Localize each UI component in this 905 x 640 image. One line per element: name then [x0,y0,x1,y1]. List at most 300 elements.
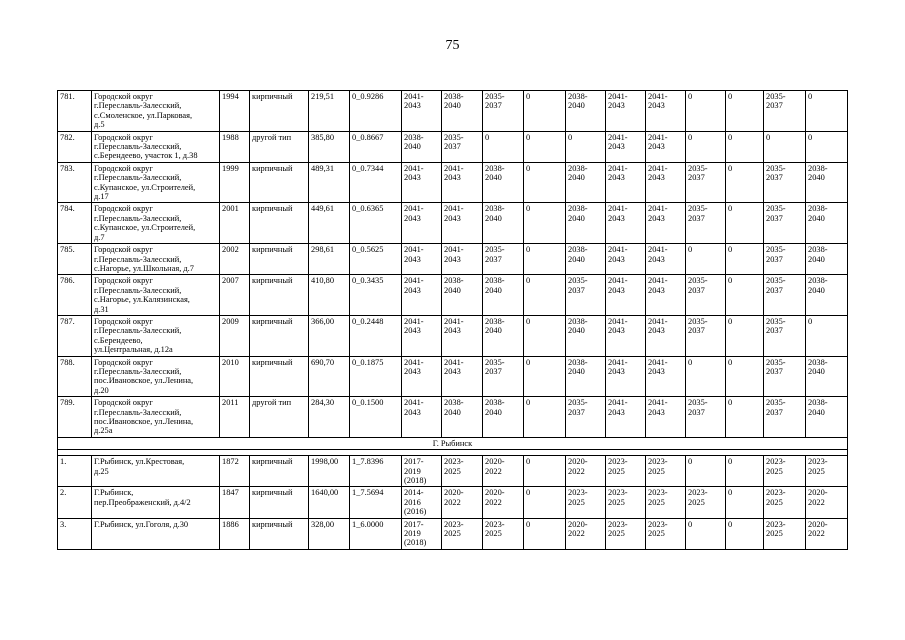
period-cell-line: 2038- [808,357,828,367]
area-cell: 298,61 [309,244,350,275]
period-cell [442,518,483,549]
period-cell-line: 2041- [648,163,668,173]
period-cell [686,518,726,549]
period-cell-line: 2041- [608,245,628,255]
address-cell-line: с.Нагорье, ул.Калязинская, [94,295,190,305]
period-cell-line: 0 [526,92,531,101]
period-cell [646,397,686,438]
period-cell-line: 0 [526,204,531,214]
period-cell-line: 0 [688,245,693,255]
period-cell-line: 2020- [568,457,588,467]
period-cell-line: 2040 [485,326,502,336]
period-cell-line: 2043 [404,254,421,264]
period-cell [764,131,806,162]
period-cell-line: 2043 [444,254,461,264]
period-cell-line: 0 [485,132,490,142]
address-cell-line: с.Купанское, ул.Строителей, [94,223,196,233]
period-cell-line: 2041- [608,276,628,286]
period-cell-line: 2038- [568,163,588,173]
address-cell-line: ул.Центральная, д.12а [94,345,173,355]
page-number: 75 [445,38,460,53]
period-cell-line: 2037 [766,173,783,183]
address-cell-line: г.Переславль-Залесский, [94,213,182,223]
year-cell: 2002 [220,244,250,275]
period-cell-line: 2041- [404,92,424,101]
period-cell [606,275,646,316]
period-cell [483,397,524,438]
address-cell-line: д.7 [94,232,105,242]
period-cell [566,456,606,487]
address-cell [92,315,220,356]
area-cell: 690,70 [309,356,350,397]
period-cell-line: 2041- [608,204,628,214]
address-cell-line: Городской округ [94,163,153,173]
period-cell-line: 2041- [608,398,628,408]
material-cell: кирпичный [250,162,309,203]
period-cell-line: 2041- [404,276,424,286]
period-cell-line: 2025 [444,529,461,539]
period-cell-line: 2037 [688,213,705,223]
table-row [58,162,848,203]
index-cell: 0_0.2448 [350,315,402,356]
period-cell [806,91,848,132]
period-cell [686,397,726,438]
period-cell [566,397,606,438]
period-cell-line: 2040 [444,407,461,417]
period-cell [483,518,524,549]
period-cell [606,487,646,518]
table-body-pereslavl [58,91,848,438]
address-cell-line: г.Переславль-Залесский, [94,142,182,152]
period-cell [726,91,764,132]
section-header [58,437,848,455]
period-cell [524,275,566,316]
period-cell-line: 2038- [485,204,505,214]
period-cell-line: 2020- [485,457,505,467]
address-cell-line: г.Переславль-Залесский, [94,101,182,111]
address-cell [92,518,220,549]
period-cell-line: 2040 [568,173,585,183]
period-cell-line: 2040 [485,173,502,183]
period-cell [442,91,483,132]
period-cell-line: 2040 [568,101,585,111]
period-cell-line: 2035- [766,316,786,326]
period-cell-line: 2040 [444,101,461,111]
period-cell-line: 2041- [404,357,424,367]
period-cell-line: 2043 [608,142,625,152]
table-row [58,487,848,518]
table-row [58,131,848,162]
period-cell-line: 2017- [404,519,424,529]
address-cell-line: с.Берендеево, [94,335,143,345]
period-cell-line: 2035- [766,245,786,255]
period-cell-line: 2041- [444,204,464,214]
index-cell: 0_0.7344 [350,162,402,203]
address-cell [92,356,220,397]
period-cell-line: 2038- [485,163,505,173]
row-number: 787. [58,315,92,356]
period-cell-line: 2043 [648,142,665,152]
period-cell-line: 2025 [568,497,585,507]
period-cell [566,275,606,316]
address-cell-line: Городской округ [94,92,153,101]
period-cell-line: 0 [526,457,531,467]
material-cell: кирпичный [250,315,309,356]
period-cell [566,162,606,203]
period-cell-line: 0 [526,132,531,142]
period-cell [764,356,806,397]
year-cell: 1988 [220,131,250,162]
period-cell [442,162,483,203]
period-cell-line: 2037 [688,173,705,183]
period-cell-line: 2035- [688,316,708,326]
period-cell-line: 0 [688,457,693,467]
period-cell-line: 2035- [688,204,708,214]
period-cell [402,131,442,162]
period-cell-line: 0 [728,357,733,367]
material-cell: кирпичный [250,203,309,244]
area-cell: 284,30 [309,397,350,438]
period-cell [606,203,646,244]
period-cell [483,456,524,487]
period-cell-line: 2022 [568,529,585,539]
period-cell-line: 2043 [404,366,421,376]
period-cell-line: 2043 [608,213,625,223]
period-cell [806,203,848,244]
index-cell: 0_0.5625 [350,244,402,275]
material-cell: кирпичный [250,275,309,316]
period-cell-line: 2040 [808,213,825,223]
period-cell-line: 2023- [608,457,628,467]
period-cell [442,131,483,162]
address-cell-line: Г.Рыбинск, [94,488,134,498]
period-cell-line: 2040 [568,326,585,336]
period-cell-line: 2020- [808,519,828,529]
period-cell [646,275,686,316]
address-cell-line: Городской округ [94,132,153,142]
period-cell-line: 2035- [485,245,505,255]
period-cell [524,244,566,275]
period-cell [646,203,686,244]
period-cell-line: 2043 [404,407,421,417]
period-cell-line: 2043 [648,173,665,183]
period-cell-line: 0 [526,357,531,367]
year-cell: 2001 [220,203,250,244]
period-cell-line: 2043 [608,173,625,183]
table-row [58,203,848,244]
period-cell-line: (2018) [404,476,427,486]
period-cell [606,162,646,203]
period-cell [726,456,764,487]
period-cell-line: 2017- [404,457,424,467]
period-cell-line: 2022 [808,497,825,507]
table-row [58,91,848,132]
row-number: 2. [58,487,92,518]
period-cell-line: 0 [728,398,733,408]
row-number: 785. [58,244,92,275]
period-cell-line: 2025 [648,497,665,507]
address-cell-line: г.Переславль-Залесский, [94,407,182,417]
row-number: 3. [58,518,92,549]
period-cell-line: 2043 [404,173,421,183]
period-cell-line: 0 [526,163,531,173]
address-cell [92,91,220,132]
period-cell-line: 2041- [648,357,668,367]
period-cell [726,131,764,162]
period-cell-line: 2022 [485,497,502,507]
period-cell-line: 2020- [808,488,828,498]
period-cell-line: 0 [526,398,531,408]
period-cell-line: 2037 [568,407,585,417]
period-cell [402,315,442,356]
address-cell [92,275,220,316]
table-row [58,315,848,356]
material-cell: другой тип [250,397,309,438]
period-cell-line: 2023- [766,488,786,498]
period-cell [806,397,848,438]
period-cell-line: 2043 [404,213,421,223]
period-cell-line: 2023- [608,488,628,498]
period-cell [566,244,606,275]
row-number: 784. [58,203,92,244]
period-cell-line: 2037 [568,285,585,295]
year-cell: 2010 [220,356,250,397]
area-cell: 449,61 [309,203,350,244]
period-cell [483,244,524,275]
period-cell-line: 2043 [608,326,625,336]
address-cell [92,397,220,438]
address-cell [92,203,220,244]
material-cell: кирпичный [250,456,309,487]
period-cell-line: 2041- [444,245,464,255]
index-cell: 0_0.9286 [350,91,402,132]
period-cell [402,487,442,518]
period-cell [646,315,686,356]
period-cell-line: 2023- [648,488,668,498]
period-cell [524,397,566,438]
period-cell-line: 2023- [766,457,786,467]
period-cell-line: 2025 [608,497,625,507]
period-cell-line: 2020- [485,488,505,498]
period-cell [764,162,806,203]
address-cell-line: г.Переславль-Залесский, [94,285,182,295]
period-cell [686,315,726,356]
period-cell-line: 2041- [444,357,464,367]
period-cell [764,397,806,438]
address-cell [92,244,220,275]
period-cell-line: 2041- [648,316,668,326]
period-cell [686,487,726,518]
address-cell-line: с.Нагорье, ул.Школьная, д.7 [94,263,194,273]
period-cell-line: 2038- [485,276,505,286]
period-cell [764,203,806,244]
address-cell-line: пос.Ивановское, ул.Ленина, [94,417,194,426]
period-cell-line: 0 [728,457,733,467]
area-cell: 1640,00 [309,487,350,518]
period-cell-line: 2040 [485,213,502,223]
period-cell-line: 0 [728,488,733,498]
period-cell-line: 2035- [568,276,588,286]
period-cell [402,275,442,316]
section-row [58,437,848,449]
period-cell-line: 0 [728,519,733,529]
period-cell-line: 0 [526,316,531,326]
period-cell-line: 2037 [766,254,783,264]
period-cell-line: 2041- [608,316,628,326]
period-cell-line: 0 [526,488,531,498]
period-cell-line: 2023- [808,457,828,467]
year-cell: 1886 [220,518,250,549]
period-cell-line: 2020- [568,519,588,529]
period-cell-line: 2038- [444,92,464,101]
period-cell [686,203,726,244]
period-cell-line: 2037 [766,366,783,376]
period-cell-line: 2023- [485,519,505,529]
period-cell-line: 2025 [444,466,461,476]
period-cell [442,203,483,244]
period-cell-line: 2038- [808,276,828,286]
period-cell-line: 2043 [404,326,421,336]
period-cell [402,244,442,275]
table-row [58,518,848,549]
period-cell-line: 2043 [648,285,665,295]
period-cell-line: 2040 [808,407,825,417]
address-cell-line: г.Переславль-Залесский, [94,326,182,336]
period-cell-line: 2041- [444,163,464,173]
period-cell [726,487,764,518]
period-cell-line: 2022 [808,529,825,539]
period-cell-line: 0 [808,92,813,101]
period-cell-line: 2023- [648,457,668,467]
period-cell-line: 2043 [404,101,421,111]
period-cell-line: 2043 [608,101,625,111]
period-cell [726,275,764,316]
period-cell [524,91,566,132]
period-cell [764,91,806,132]
period-cell-line: 2035- [568,398,588,408]
period-cell-line: 2025 [648,466,665,476]
period-cell-line: 2035- [766,163,786,173]
year-cell: 1847 [220,487,250,518]
table-body-rybinsk [58,456,848,550]
period-cell-line: 0 [728,132,733,142]
period-cell [686,131,726,162]
register-table [57,90,848,550]
period-cell-line: 0 [808,316,813,326]
address-cell-line: Городской округ [94,204,153,214]
period-cell-line: 2038- [808,398,828,408]
period-cell-line: 2025 [766,529,783,539]
period-cell [402,397,442,438]
period-cell-line: 2043 [648,366,665,376]
period-cell [442,275,483,316]
period-cell-line: 2038- [568,316,588,326]
period-cell-line: 2025 [648,529,665,539]
period-cell-line: 2022 [568,466,585,476]
period-cell [726,356,764,397]
period-cell-line: 2041- [404,163,424,173]
period-cell-line: 2040 [444,285,461,295]
period-cell-line: 2041- [608,92,628,101]
period-cell [606,456,646,487]
period-cell-line: 0 [728,316,733,326]
period-cell-line: 0 [688,132,693,142]
period-cell-line: 0 [808,132,813,142]
period-cell [566,315,606,356]
period-cell-line: 2041- [648,92,668,101]
period-cell-line: 0 [728,276,733,286]
period-cell [764,456,806,487]
period-cell-line: 2041- [404,204,424,214]
period-cell [764,518,806,549]
period-cell [806,315,848,356]
row-number: 789. [58,397,92,438]
period-cell-line: 2040 [485,285,502,295]
period-cell-line: 2041- [608,132,628,142]
period-cell-line: 2025 [688,497,705,507]
period-cell [806,518,848,549]
period-cell [764,275,806,316]
period-cell-line: 2040 [485,407,502,417]
period-cell-line: 2025 [766,466,783,476]
period-cell [726,162,764,203]
period-cell [524,162,566,203]
index-cell: 0_0.1875 [350,356,402,397]
period-cell-line: 2041- [608,163,628,173]
address-cell-line: с.Смоленское, ул.Парковая, [94,110,193,120]
address-cell-line: д.20 [94,385,109,395]
period-cell-line: 2043 [608,407,625,417]
period-cell-line: 2041- [404,245,424,255]
period-cell [606,131,646,162]
period-cell-line: 2023- [688,488,708,498]
period-cell-line: 0 [568,132,573,142]
period-cell-line: 2043 [648,326,665,336]
period-cell-line: 2037 [444,142,461,152]
year-cell: 2007 [220,275,250,316]
area-cell: 385,80 [309,131,350,162]
period-cell [686,244,726,275]
period-cell [483,356,524,397]
period-cell [686,356,726,397]
period-cell-line: 2040 [568,366,585,376]
address-cell-line: г.Переславль-Залесский, [94,366,182,376]
row-number: 1. [58,456,92,487]
period-cell [764,315,806,356]
period-cell [566,131,606,162]
period-cell-line: 2037 [485,254,502,264]
address-cell-line: Г.Рыбинск, ул.Гоголя, д.30 [94,519,189,529]
period-cell [646,91,686,132]
period-cell-line: 2040 [568,213,585,223]
period-cell-line: 0 [728,92,733,101]
row-number: 783. [58,162,92,203]
period-cell-line: 2037 [688,407,705,417]
period-cell [566,487,606,518]
area-cell: 328,00 [309,518,350,549]
period-cell-line: 0 [688,519,693,529]
period-cell [566,518,606,549]
period-cell-line: 2038- [568,245,588,255]
index-cell: 1_6.0000 [350,518,402,549]
period-cell-line: 2038- [808,204,828,214]
period-cell-line: 0 [728,204,733,214]
material-cell: другой тип [250,131,309,162]
address-cell-line: пос.Ивановское, ул.Ленина, [94,376,194,386]
period-cell [442,244,483,275]
address-cell-line: г.Переславль-Залесский, [94,254,182,264]
period-cell-line: 2038- [444,398,464,408]
